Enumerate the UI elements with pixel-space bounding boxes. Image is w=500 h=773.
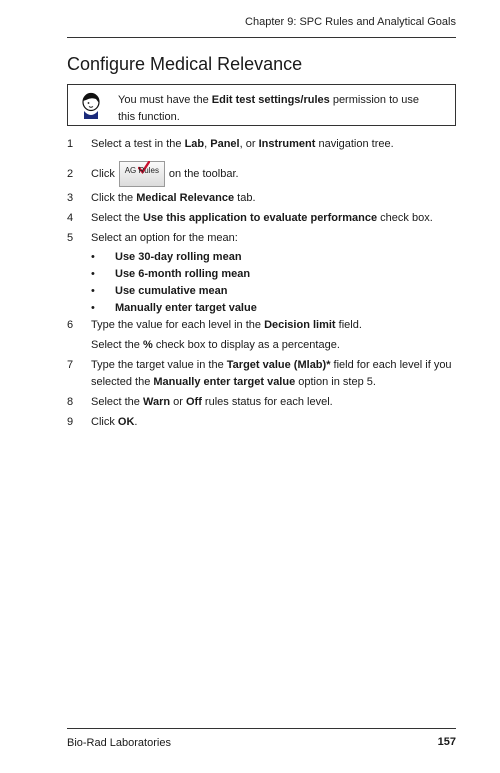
step-2: 2 Click AG Rules on the toolbar.: [67, 160, 456, 188]
step-9: 9 Click OK.: [67, 416, 138, 428]
step-8: 8 Select the Warn or Off rules status for each level.: [67, 396, 333, 408]
step-1: 1 Select a test in the Lab, Panel, or Instrument navigation tree.: [67, 138, 394, 150]
step-list: [67, 136, 456, 431]
warn-status-label: Warn: [142, 396, 171, 408]
ag-rules-label: AG Rules: [124, 166, 159, 176]
target-value-field-label: Target value (Mlab)*: [226, 359, 331, 371]
percent-checkbox-label: %: [142, 339, 153, 351]
lab-label: Lab: [184, 138, 205, 150]
step-7: 7 Type the target value in the Target value (Mlab)* field for each level if you selected the Manually enter target value option in step 5.: [67, 359, 452, 388]
evaluate-checkbox-label: Use this application to evaluate performance: [142, 212, 378, 224]
mean-option: • Use 6-month rolling mean: [91, 268, 251, 280]
instrument-label: Instrument: [258, 138, 316, 150]
chapter-header: Chapter 9: SPC Rules and Analytical Goals: [245, 16, 456, 28]
footer-divider: [67, 728, 456, 729]
permission-note: [67, 84, 456, 126]
page-title: Configure Medical Relevance: [67, 54, 303, 74]
ok-button-label: OK: [117, 416, 135, 428]
decision-limit-field-label: Decision limit: [264, 319, 336, 331]
ag-rules-button[interactable]: [119, 161, 165, 187]
mean-option: • Use 30-day rolling mean: [91, 251, 242, 263]
note-text: You must have the Edit test settings/rules permission to use this function.: [118, 94, 420, 123]
step-4: 4 Select the Use this application to evaluate performance check box.: [67, 212, 433, 224]
manual-target-option-label: Manually enter target value: [153, 376, 296, 388]
mean-option: • Use cumulative mean: [91, 285, 228, 297]
step-3: 3 Click the Medical Relevance tab.: [67, 192, 256, 204]
medical-relevance-tab-label: Medical Relevance: [136, 192, 235, 204]
person-note-icon: [79, 91, 103, 119]
permission-name: Edit test settings/rules: [211, 94, 330, 106]
off-status-label: Off: [185, 396, 202, 408]
page-number: 157: [437, 736, 456, 748]
step-6: 6 Type the value for each level in the Decision limit field.: [67, 319, 362, 331]
footer-company: Bio-Rad Laboratories: [67, 737, 171, 749]
panel-label: Panel: [210, 138, 240, 150]
step-6-detail: Select the % check box to display as a percentage.: [91, 339, 340, 351]
header-divider: [67, 37, 456, 38]
step-5: 5 Select an option for the mean:: [67, 232, 238, 244]
mean-option: • Manually enter target value: [91, 302, 257, 314]
